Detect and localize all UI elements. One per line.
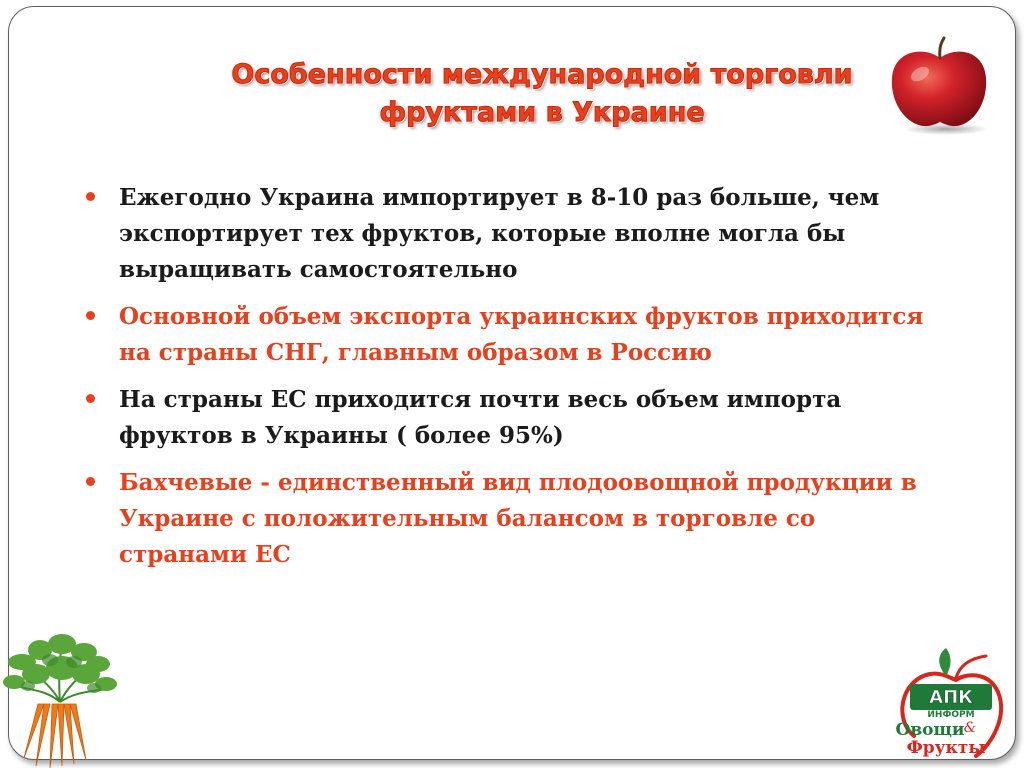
- logo-brand-top: АПК: [929, 687, 973, 708]
- bullet-dot-icon: [86, 311, 95, 320]
- bullet-dot-icon: [86, 477, 95, 486]
- red-apple-icon: [884, 36, 996, 136]
- slide-title: [150, 56, 934, 132]
- bullet-text: Ежегодно Украина импортирует в 8-10 раз больше, чем экспортирует тех фруктов, которые вполне могла бы выращивать самостоятельно: [119, 184, 880, 283]
- bullet-item: [86, 382, 946, 454]
- title-line-1: Особенности международной торговли: [231, 59, 853, 90]
- bullet-text: Бахчевые - единственный вид плодоовощной продукции в Украине с положительным балансом в торговле со странами ЕС: [119, 469, 917, 568]
- bullet-dot-icon: [86, 394, 95, 403]
- bullet-item: [86, 180, 946, 288]
- carrot-bunch-icon: [0, 632, 118, 768]
- logo-word-fruits: Фрукты: [906, 738, 986, 758]
- logo-word-vegetables: Овощи: [895, 720, 965, 740]
- bullet-item: [86, 299, 946, 371]
- bullet-list: [86, 180, 946, 584]
- bullet-text: Основной объем экспорта украинских фруктов приходится на страны СНГ, главным образом в Россию: [119, 303, 924, 366]
- bullet-dot-icon: [86, 192, 95, 201]
- apk-inform-logo: [880, 644, 1010, 764]
- title-line-2: фруктами в Украине: [379, 97, 705, 128]
- logo-ampersand: &: [963, 720, 977, 736]
- bullet-text: На страны ЕС приходится почти весь объем импорта фруктов в Украины ( более 95%): [119, 386, 842, 449]
- bullet-item: [86, 465, 946, 573]
- logo-brand-sub: ИНФОРМ: [927, 710, 975, 720]
